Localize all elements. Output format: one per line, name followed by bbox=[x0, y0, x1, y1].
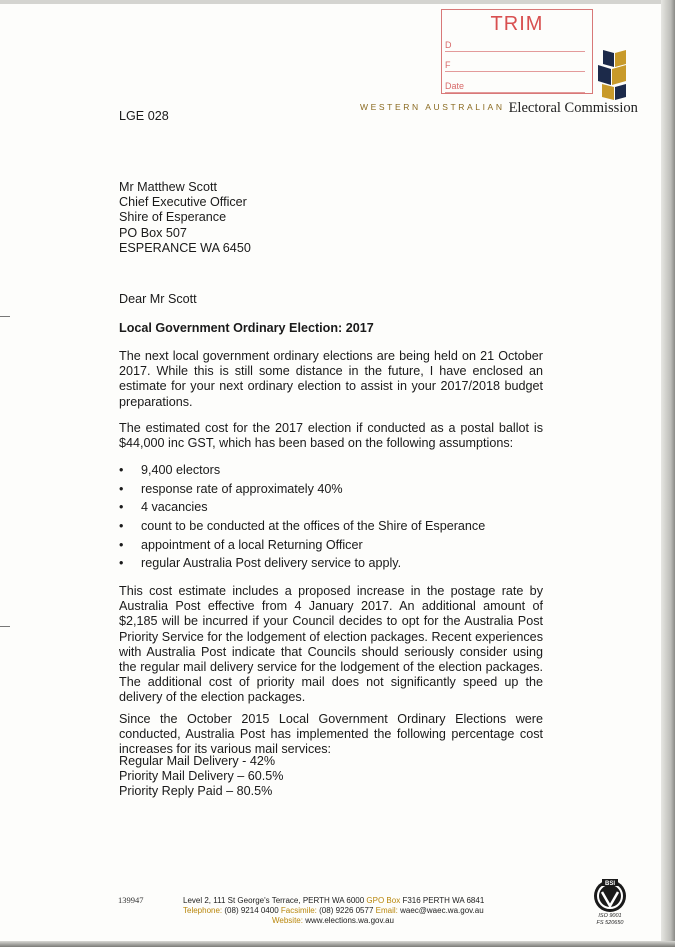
bullet-icon: • bbox=[119, 500, 124, 514]
scan-edge-top bbox=[0, 0, 675, 4]
cost-increase-item: Regular Mail Delivery - 42% bbox=[119, 754, 276, 768]
footer-address: Level 2, 111 St George's Terrace, PERTH WA 6000 GPO Box F316 PERTH WA 6841 bbox=[183, 896, 485, 905]
trim-field-date: Date bbox=[445, 81, 585, 93]
trim-title: TRIM bbox=[490, 13, 544, 35]
paragraph-1: The next local government ordinary elections are being held on 21 October 2017. While this is still some distance in the future, I have enclosed an estimate for your next ordinary election to assist in your 2017/2018 budget preparations. bbox=[119, 349, 543, 409]
org-title: Electoral Commission bbox=[508, 100, 638, 116]
trim-stamp bbox=[441, 9, 593, 94]
address-block bbox=[119, 180, 251, 256]
footer-website-link[interactable]: www.elections.wa.gov.au bbox=[305, 916, 395, 925]
org-prefix: WESTERN AUSTRALIAN bbox=[360, 102, 505, 112]
bsi-label: BSI bbox=[604, 881, 616, 887]
address-line: PO Box 507 bbox=[119, 225, 187, 240]
address-line: Mr Matthew Scott bbox=[119, 180, 217, 194]
certification-text: ISO 9001 FS 520650 bbox=[596, 913, 624, 926]
paragraph-4: Since the October 2015 Local Government Ordinary Elections were conducted, Australia Post has implemented the following percentage cost increases for its various mail services: bbox=[119, 712, 543, 757]
footer-email-link[interactable]: waec@waec.wa.gov.au bbox=[400, 906, 484, 915]
scan-edge-right bbox=[661, 0, 675, 947]
document-number: 139947 bbox=[118, 895, 144, 905]
cost-increase-item: Priority Mail Delivery – 60.5% bbox=[119, 769, 284, 784]
trim-field-f: F bbox=[445, 60, 585, 72]
punch-mark bbox=[0, 626, 10, 627]
bullet-icon: • bbox=[119, 556, 124, 570]
bullet-icon: • bbox=[119, 519, 124, 533]
paragraph-3: This cost estimate includes a proposed increase in the postage rate by Australia Post effective from 4 January 2017. An additional amount of $2,185 will be incurred if your Council decides to opt for the Australia Post Priority Service for the lodgement of election packages. Recent experiences with Australia Post indicate that Councils should seriously consider using the regular mail delivery service for the lodgement of the election packages. The additional cost of priority mail does not significantly speed up the delivery of the election packages. bbox=[119, 584, 543, 705]
salutation: Dear Mr Scott bbox=[119, 292, 197, 306]
address-line: ESPERANCE WA 6450 bbox=[119, 240, 251, 255]
punch-mark bbox=[0, 316, 10, 317]
bullet-icon: • bbox=[119, 482, 124, 496]
bullet-icon: • bbox=[119, 538, 124, 552]
paragraph-2: The estimated cost for the 2017 election if conducted as a postal ballot is $44,000 inc GST, which has been based on the following assumptions: bbox=[119, 421, 543, 451]
address-line: Chief Executive Officer bbox=[119, 195, 247, 210]
footer-website: Website: www.elections.wa.gov.au bbox=[272, 916, 395, 925]
bullet-icon: • bbox=[119, 463, 124, 477]
trim-field-d: D bbox=[445, 40, 585, 52]
cost-increase-list bbox=[119, 754, 283, 800]
cost-increase-item: Priority Reply Paid – 80.5% bbox=[119, 784, 273, 799]
organisation-name bbox=[360, 99, 638, 117]
scan-edge-bottom bbox=[0, 941, 675, 947]
reference-number: LGE 028 bbox=[119, 109, 169, 123]
subject-line: Local Government Ordinary Election: 2017 bbox=[119, 321, 374, 335]
footer-contact: Telephone: (08) 9214 0400 Facsimile: (08) 9226 0577 Email: waec@waec.wa.gov.au bbox=[183, 906, 484, 915]
waec-logo-icon bbox=[597, 47, 627, 101]
address-line: Shire of Esperance bbox=[119, 210, 227, 225]
